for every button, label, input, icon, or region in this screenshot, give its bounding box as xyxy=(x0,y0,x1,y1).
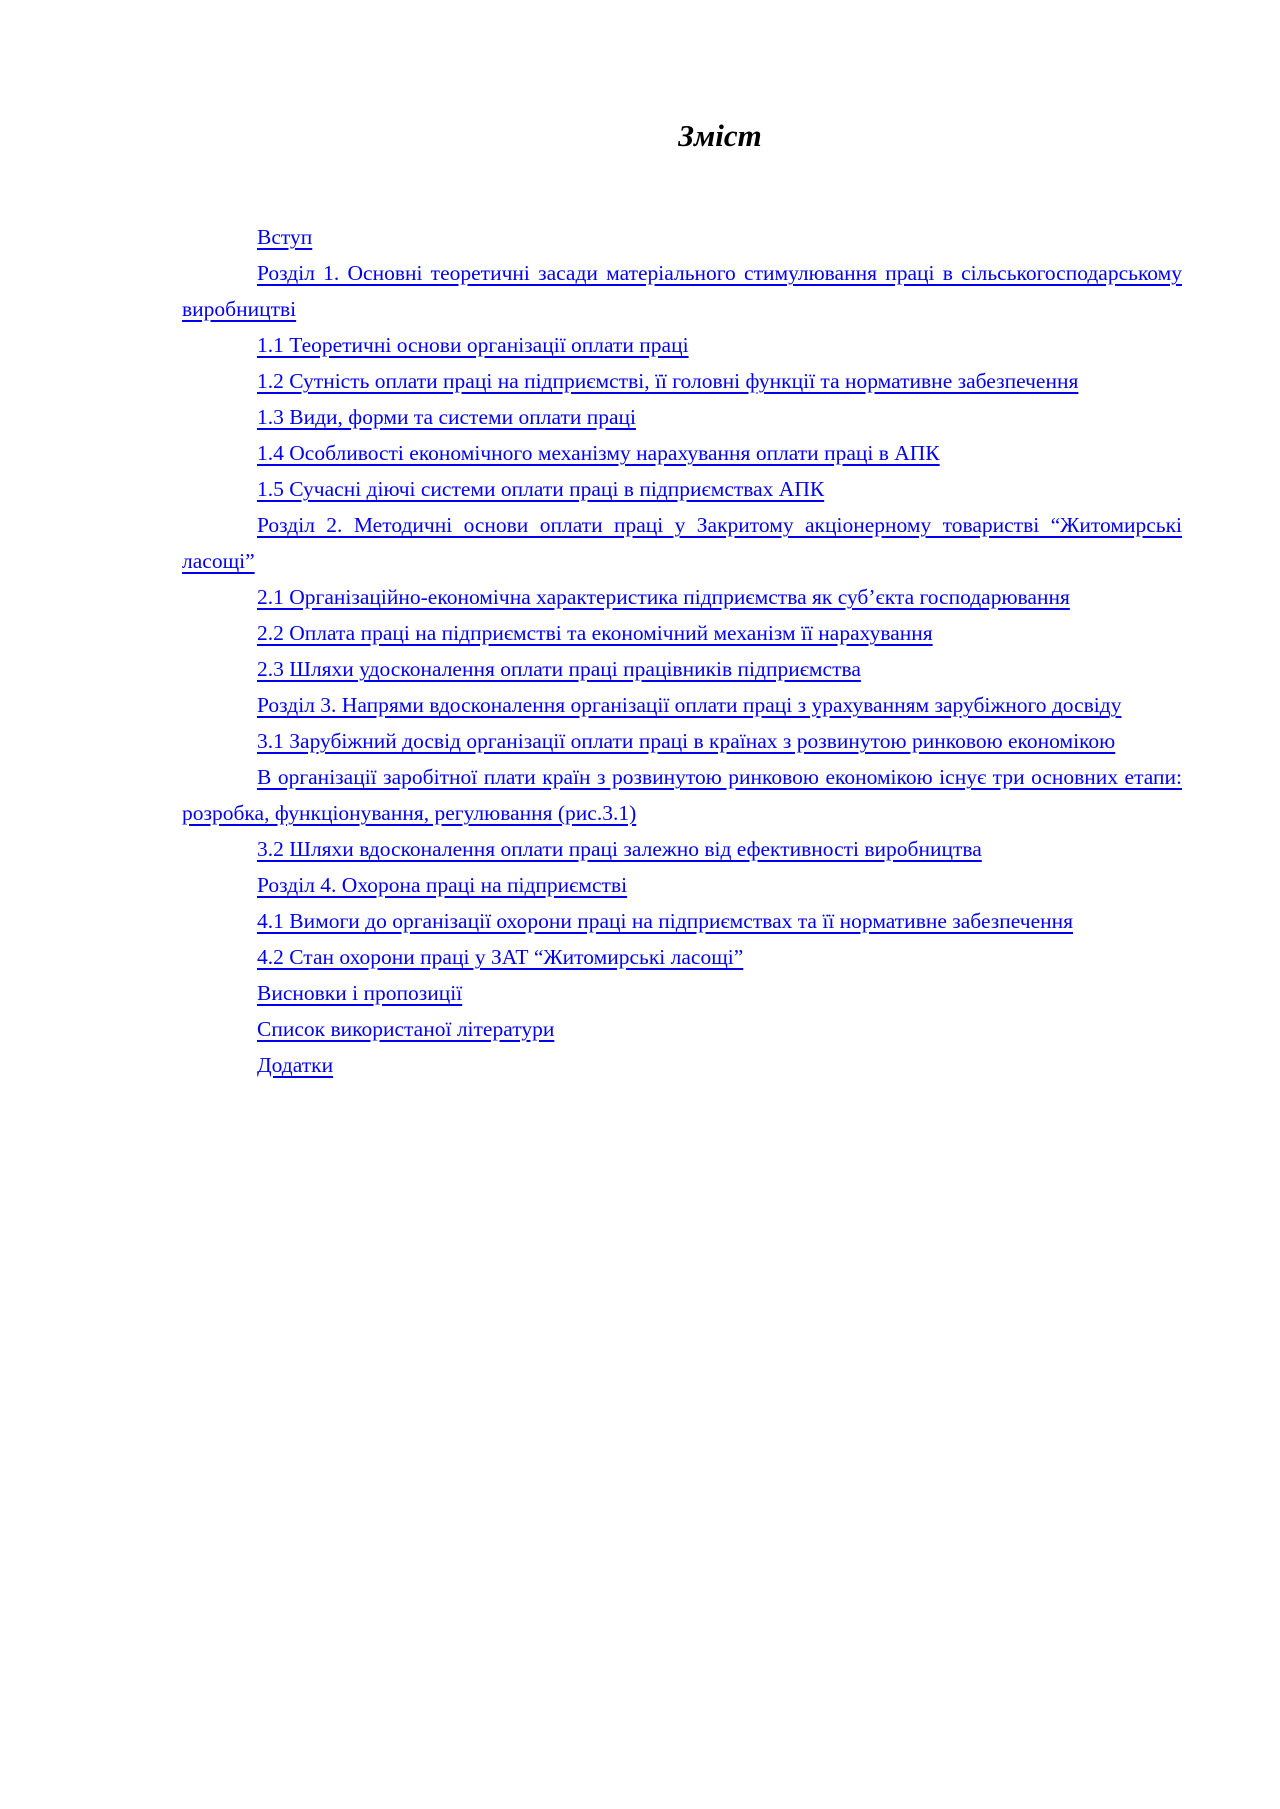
toc-link-section-1[interactable]: Розділ 1. Основні теоретичні засади матеріального стимулювання праці в сільськогосподарському виробництві xyxy=(182,261,1182,321)
toc-link-figure-3-1[interactable]: В організації заробітної плати країн з розвинутою ринковою економікою існує три основних етапи: розробка, функціонування, регулювання (рис.3.1) xyxy=(182,765,1182,825)
toc-entry xyxy=(182,399,1182,435)
toc-entry xyxy=(182,435,1182,471)
toc-entry xyxy=(182,975,1182,1011)
toc-link-intro[interactable]: Вступ xyxy=(257,225,313,249)
toc-link-references[interactable]: Список використаної літератури xyxy=(257,1017,555,1041)
toc-entry xyxy=(182,363,1182,399)
toc-entry xyxy=(182,1047,1182,1083)
toc-entry xyxy=(182,759,1182,831)
toc-entry xyxy=(182,579,1182,615)
toc-entry xyxy=(182,867,1182,903)
toc-link-3-1[interactable]: 3.1 Зарубіжний досвід організації оплати праці в країнах з розвинутою ринковою економікою xyxy=(257,729,1116,753)
toc-entry xyxy=(182,327,1182,363)
toc-link-appendices[interactable]: Додатки xyxy=(257,1053,334,1077)
toc-entry xyxy=(182,507,1182,579)
toc-entry xyxy=(182,615,1182,651)
toc-entry xyxy=(182,687,1182,723)
toc-entry xyxy=(182,723,1182,759)
toc-link-2-3[interactable]: 2.3 Шляхи удосконалення оплати праці працівників підприємства xyxy=(257,657,861,681)
toc-link-1-5[interactable]: 1.5 Сучасні діючі системи оплати праці в підприємствах АПК xyxy=(257,477,825,501)
toc-link-3-2[interactable]: 3.2 Шляхи вдосконалення оплати праці залежно від ефективності виробництва xyxy=(257,837,982,861)
toc-entry xyxy=(182,939,1182,975)
table-of-contents xyxy=(182,219,1182,1083)
toc-link-section-4[interactable]: Розділ 4. Охорона праці на підприємстві xyxy=(257,873,628,897)
toc-link-1-3[interactable]: 1.3 Види, форми та системи оплати праці xyxy=(257,405,637,429)
toc-entry xyxy=(182,903,1182,939)
toc-link-section-3[interactable]: Розділ 3. Напрями вдосконалення організації оплати праці з урахуванням зарубіжного досвіду xyxy=(257,693,1122,717)
toc-entry xyxy=(182,831,1182,867)
toc-link-4-1[interactable]: 4.1 Вимоги до організації охорони праці на підприємствах та її нормативне забезпечення xyxy=(257,909,1074,933)
toc-entry xyxy=(182,651,1182,687)
toc-link-2-2[interactable]: 2.2 Оплата праці на підприємстві та економічний механізм її нарахування xyxy=(257,621,933,645)
toc-link-4-2[interactable]: 4.2 Стан охорони праці у ЗАТ “Житомирські ласощі” xyxy=(257,945,744,969)
toc-link-1-2[interactable]: 1.2 Сутність оплати праці на підприємстві, її головні функції та нормативне забезпечення xyxy=(257,369,1079,393)
toc-link-conclusions[interactable]: Висновки і пропозиції xyxy=(257,981,463,1005)
toc-link-section-2[interactable]: Розділ 2. Методичні основи оплати праці у Закритому акціонерному товаристві “Житомирські ласощі” xyxy=(182,513,1182,573)
toc-link-1-1[interactable]: 1.1 Теоретичні основи організації оплати праці xyxy=(257,333,689,357)
toc-link-2-1[interactable]: 2.1 Організаційно-економічна характеристика підприємства як суб’єкта господарювання xyxy=(257,585,1070,609)
toc-link-1-4[interactable]: 1.4 Особливості економічного механізму нарахування оплати праці в АПК xyxy=(257,441,940,465)
toc-entry xyxy=(182,471,1182,507)
toc-entry xyxy=(182,1011,1182,1047)
toc-entry xyxy=(182,255,1182,327)
toc-entry xyxy=(182,219,1182,255)
page-title: Зміст xyxy=(678,118,762,153)
